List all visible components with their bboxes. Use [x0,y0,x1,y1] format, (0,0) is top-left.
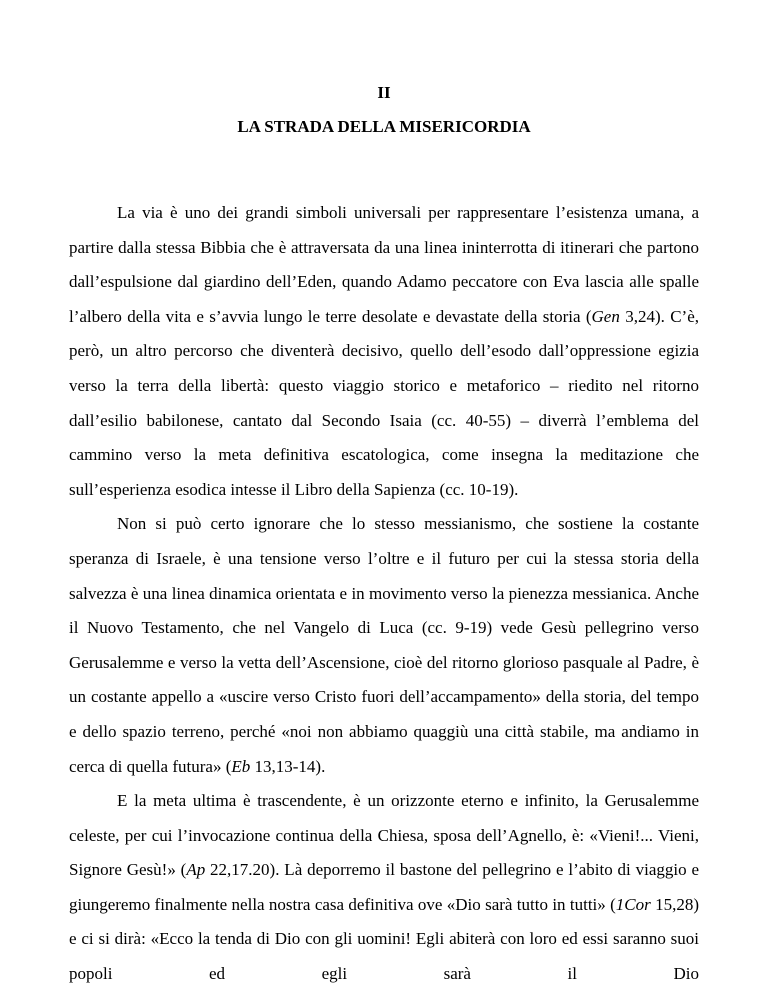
text-run: Non si può certo ignorare che lo stesso messianismo, che sostiene la costante speranza di Israele, è una tensione verso l’oltre e il futuro per cui la stessa storia della salvezza è una linea dinamica orientata e in movimento verso la pienezza messianica. Anche il Nuovo Testamento, che nel Vangelo di Luca (cc. 9-19) vede Gesù pellegrino verso Gerusalemme e verso la vetta dell’Ascensione, cioè del ritorno glorioso pasquale al Padre, è un costante appello a «uscire verso Cristo fuori dell’accampamento» della storia, del tempo e dello spazio terreno, perché «noi non abbiamo quaggiù una città stabile, ma andiamo in cerca di quella futura» ( [69,514,699,776]
citation-book: 1Cor [615,894,651,914]
text-run: 13,13-14). [250,756,326,776]
citation-book: Eb [231,756,251,776]
text-run: La via è uno dei grandi simboli universali per rappresentare l’esistenza umana, a partire dalla stessa Bibbia che è attraversata da una linea ininterrotta di itinerari che partono dall’espulsione dal giardino dell’Eden, quando Adamo peccatore con Eva lascia alle spalle l’albero della vita e s’avvia lungo le terre desolate e devastate della storia ( [69,203,699,326]
body-text [69,196,699,992]
text-run: 3,24). C’è, però, un altro percorso che diventerà decisivo, quello dell’esodo dall’oppressione egizia verso la terra della libertà: questo viaggio storico e metaforico – riedito nel ritorno dall’esilio babilonese, cantato dal Secondo Isaia (cc. 40-55) – diverrà l’emblema del cammino verso la meta definitiva escatologica, come insegna la meditazione che sull’esperienza esodica intesse il Libro della Sapienza (cc. 10-19). [69,306,699,499]
text-run: 15,28) e ci si dirà: «Ecco la tenda di Dio con gli uomini! Egli abiterà con loro ed essi saranno suoi popoli ed egli sarà il Dio [69,894,699,984]
text-run: 22,17.20). Là deporremo il bastone del pellegrino e l’abito di viaggio e giungeremo finalmente nella nostra casa definitiva ove «Dio sarà tutto in tutti» ( [69,860,699,914]
text-run: E la meta ultima è trascendente, è un orizzonte eterno e infinito, la Gerusalemme celeste, per cui l’invocazione continua della Chiesa, sposa dell’Agnello, è: «Vieni!... Vieni, Signore Gesù!» ( [69,791,699,880]
paragraph [69,507,699,784]
chapter-title: LA STRADA DELLA MISERICORDIA [237,117,531,136]
paragraph [69,196,699,507]
chapter-number: II [377,83,391,102]
citation-book: Gen [591,306,620,326]
citation-book: Ap [186,860,206,880]
paragraph [69,784,699,992]
